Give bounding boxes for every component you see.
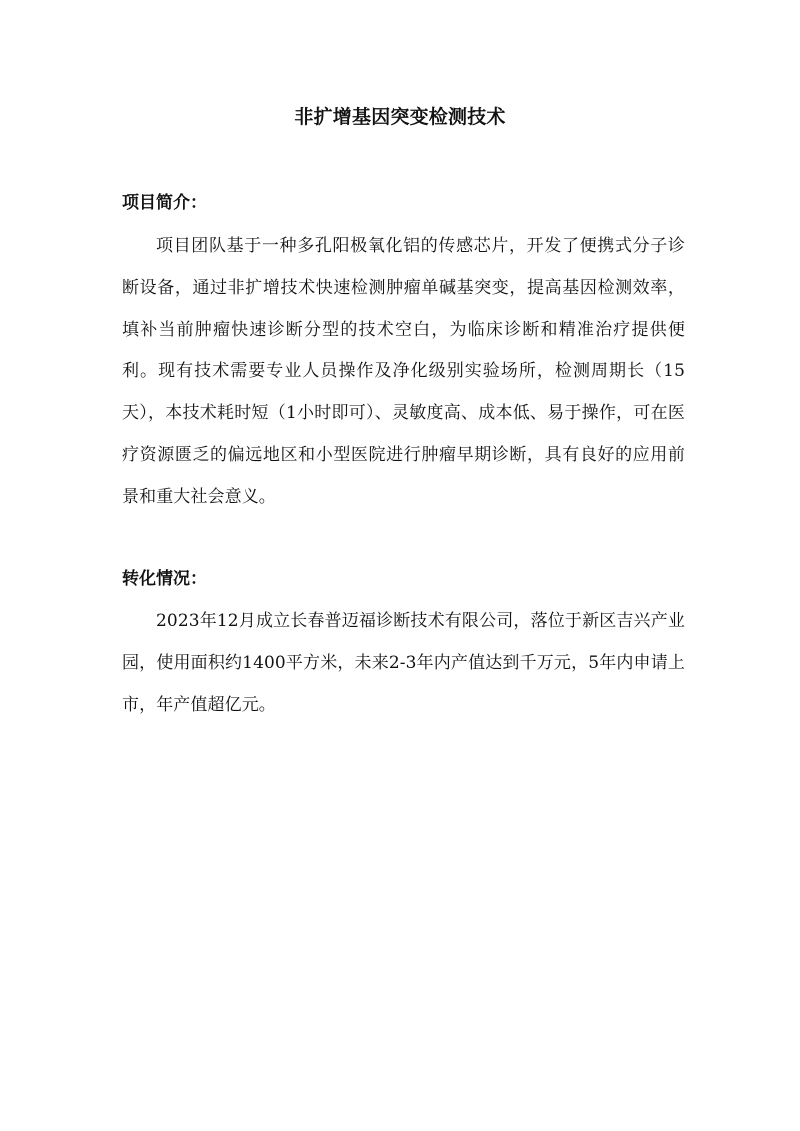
section-body-transformation: 2023年12月成立长春普迈福诊断技术有限公司，落位于新区吉兴产业园，使用面积约1400平方米，未来2-3年内产值达到千万元，5年内申请上市，年产值超亿元。	[122, 611, 685, 715]
section-heading-transformation: 转化情况：	[122, 569, 207, 589]
document-title: 非扩增基因突变检测技术	[294, 106, 506, 128]
section-body-project-intro: 项目团队基于一种多孔阳极氧化铝的传感芯片，开发了便携式分子诊断设备，通过非扩增技术快速检测肿瘤单碱基突变，提高基因检测效率，填补当前肿瘤快速诊断分型的技术空白，为临床诊断和精准治疗提供便利。现有技术需要专业人员操作及净化级别实验场所，检测周期长（15天），本技术耗时短（1小时即可）、灵敏度高、成本低、易于操作，可在医疗资源匮乏的偏远地区和小型医院进行肿瘤早期诊断，具有良好的应用前景和重大社会意义。	[122, 236, 685, 507]
section-heading-project-intro: 项目简介：	[122, 193, 207, 213]
